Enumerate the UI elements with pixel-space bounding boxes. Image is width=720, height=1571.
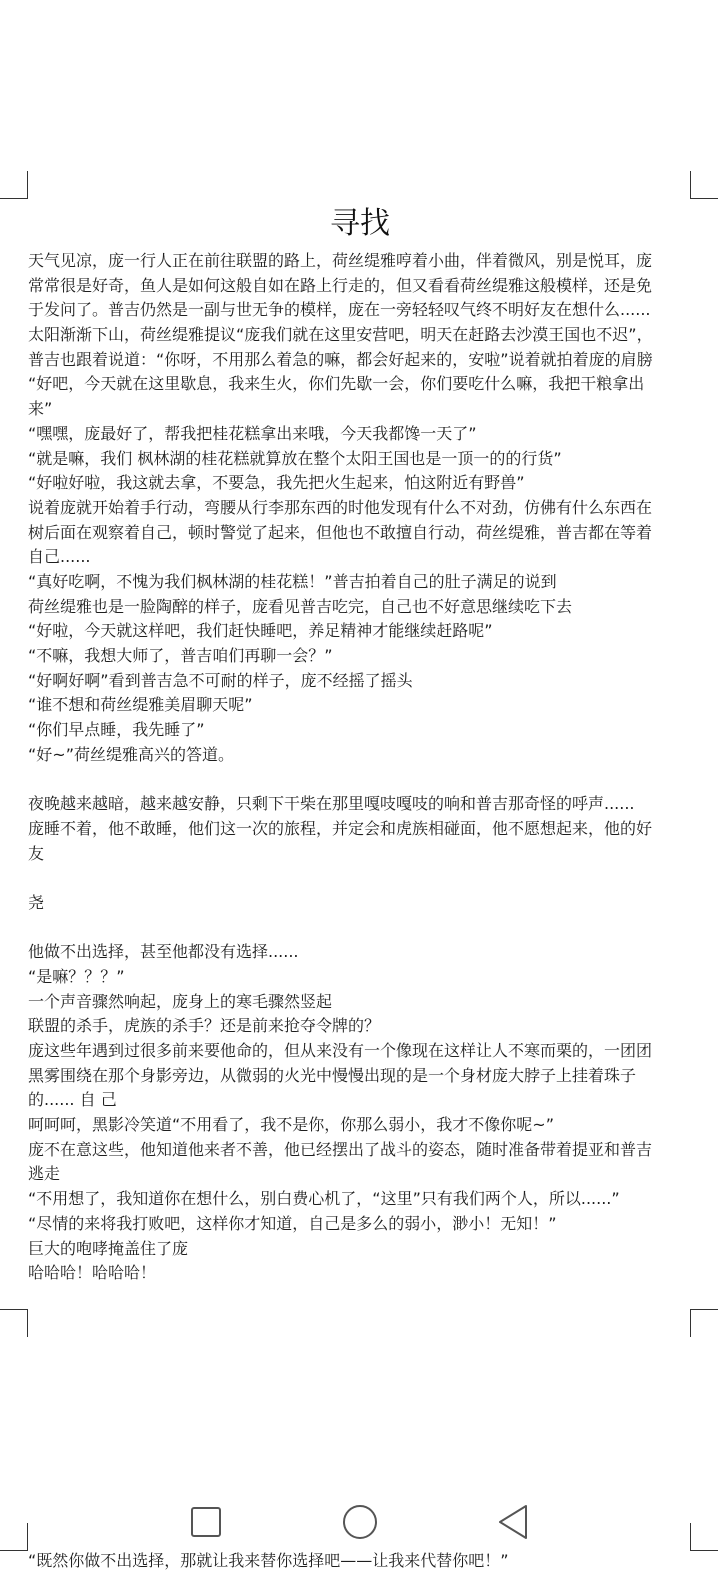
text-line: “好吧，今天就在这里歇息，我来生火，你们先歇一会，你们要吃什么嘛，我把干粮拿出 [28, 374, 645, 394]
text-line: 他做不出选择，甚至他都没有选择...... [28, 942, 299, 962]
text-line: “好~”荷丝缇雅高兴的答道。 [28, 744, 234, 764]
text-line: 尧 [28, 892, 45, 912]
text-line: “好啦，今天就这样吧，我们赶快睡吧，养足精神才能继续赶路呢” [28, 621, 493, 641]
blank-line [28, 916, 688, 941]
blank-line [28, 866, 688, 891]
text-line: 呵呵呵，黑影冷笑道“不用看了，我不是你，你那么弱小，我才不像你呢~” [28, 1115, 554, 1135]
square-recents-icon [190, 1506, 222, 1538]
blank-line [28, 767, 688, 792]
text-line: “谁不想和荷丝缇雅美眉聊天呢” [28, 695, 253, 715]
circle-home-icon [342, 1504, 378, 1540]
text-line: “好啦好啦，我这就去拿，不要急，我先把火生起来，怕这附近有野兽” [28, 473, 525, 493]
text-line: 于发问了。普吉仍然是一副与世无争的模样，庞在一旁轻轻叹气终不明好友在想什么...... [28, 300, 651, 320]
text-line: 巨大的咆哮掩盖住了庞 [28, 1238, 189, 1258]
text-line: 自己...... [28, 547, 91, 567]
document-title: 寻找 [330, 206, 390, 241]
text-line: 联盟的杀手，虎族的杀手？还是前来抢夺令牌的？ [28, 1016, 381, 1036]
page-corner-mark-bottom-left [0, 1309, 28, 1337]
system-navigation-bar [0, 1496, 720, 1548]
text-line: 的...... 自 己 [28, 1090, 117, 1110]
document-body [28, 249, 688, 1286]
text-line: 树后面在观察着自己，顿时警觉了起来，但他也不敢擅自行动，荷丝缇雅，普吉都在等着 [28, 522, 653, 542]
page-corner-mark-top-right [690, 171, 718, 199]
text-line: 荷丝缇雅也是一脸陶醉的样子，庞看见普吉吃完，自己也不好意思继续吃下去 [28, 596, 573, 616]
text-line: “好啊好啊”看到普吉急不可耐的样子，庞不经摇了摇头 [28, 670, 413, 690]
text-line: “真好吃啊，不愧为我们枫林湖的桂花糕！”普吉拍着自己的肚子满足的说到 [28, 571, 557, 591]
next-page-text: “既然你做不出选择，那就让我来替你选择吧——让我来代替你吧！” [28, 1551, 509, 1570]
text-line: 哈哈哈！哈哈哈！ [28, 1263, 157, 1283]
text-line: 夜晚越来越暗，越来越安静，只剩下干柴在那里嘎吱嘎吱的响和普吉那奇怪的呼声...... [28, 794, 635, 814]
text-line: 友 [28, 843, 45, 863]
page-corner-mark-bottom-right [690, 1309, 718, 1337]
page-corner-mark-top-left [0, 171, 28, 199]
text-line: 说着庞就开始着手行动，弯腰从行李那东西的时他发现有什么不对劲，仿佛有什么东西在 [28, 497, 653, 517]
text-line: “尽情的来将我打败吧，这样你才知道，自己是多么的弱小，渺小！无知！” [28, 1213, 557, 1233]
text-line: 逃走 [28, 1164, 61, 1184]
text-line: 常常很是好奇，鱼人是如何这般自如在路上行走的，但又看看荷丝缇雅这般模样，还是免 [28, 275, 653, 295]
triangle-back-icon [496, 1504, 530, 1540]
home-button[interactable] [340, 1502, 380, 1542]
text-line: “不用想了，我知道你在想什么，别白费心机了，“这里”只有我们两个人，所以......” [28, 1189, 620, 1209]
text-line: 来” [28, 399, 53, 419]
text-line: 庞这些年遇到过很多前来要他命的，但从来没有一个像现在这样让人不寒而栗的，一团团 [28, 1041, 653, 1060]
text-line: “是嘛？？？” [28, 966, 125, 986]
recents-button[interactable] [186, 1502, 226, 1542]
back-button[interactable] [493, 1502, 533, 1542]
text-line: 黑雾围绕在那个身影旁边，从微弱的火光中慢慢出现的是一个身材庞大脖子上挂着珠子 [28, 1065, 637, 1085]
text-line: “你们早点睡，我先睡了” [28, 720, 205, 740]
text-line: 庞不在意这些，他知道他来者不善，他已经摆出了战斗的姿态，随时准备带着提亚和普吉 [28, 1139, 653, 1159]
text-line: 一个声音骤然响起，庞身上的寒毛骤然竖起 [28, 991, 333, 1011]
text-line: 普吉也跟着说道：“你呀，不用那么着急的嘛，都会好起来的，安啦”说着就拍着庞的肩膀 [28, 349, 653, 369]
text-line: 太阳渐渐下山，荷丝缇雅提议“庞我们就在这里安营吧，明天在赶路去沙漠王国也不迟”， [28, 325, 653, 345]
text-line: “就是嘛，我们 枫林湖的桂花糕就算放在整个太阳王国也是一顶一的的行货” [28, 448, 562, 468]
text-line: “不嘛，我想大师了，普吉咱们再聊一会？” [28, 646, 333, 665]
text-line: “嘿嘿，庞最好了，帮我把桂花糕拿出来哦，今天我都馋一天了” [28, 423, 477, 443]
text-line: 天气见凉，庞一行人正在前往联盟的路上，荷丝缇雅哼着小曲，伴着微风，别是悦耳，庞 [28, 251, 653, 270]
text-line: 庞睡不着，他不敢睡，他们这一次的旅程，并定会和虎族相碰面，他不愿想起来，他的好 [28, 818, 653, 838]
